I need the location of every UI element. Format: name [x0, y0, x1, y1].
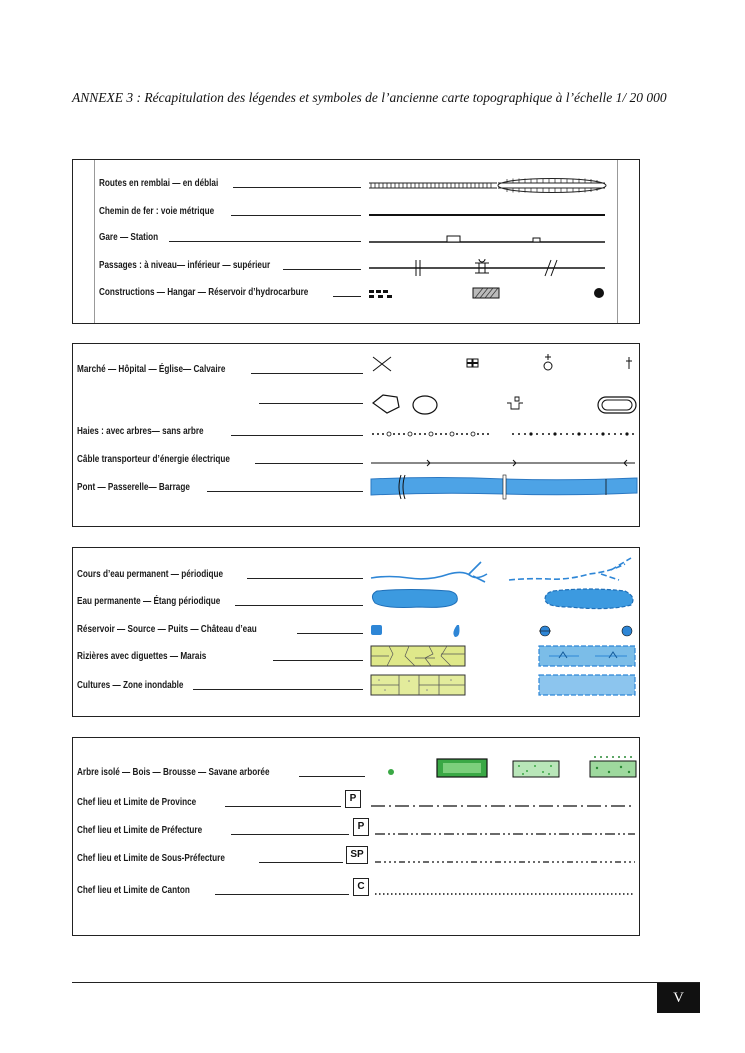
constructions-symbol: [367, 286, 607, 302]
railway-symbol: [367, 207, 607, 221]
canton-code-box: C: [353, 878, 369, 896]
legend-panel-buildings: [72, 343, 640, 527]
province-code-box: P: [345, 790, 361, 808]
hedges-symbol: [369, 429, 639, 439]
legend-label: Rizières avec diguettes — Marais: [77, 650, 207, 662]
legend-row-reservoir: [73, 621, 639, 641]
legend-row-watercourse: [73, 566, 639, 586]
legend-row-canton: [73, 882, 639, 902]
footer-divider: [72, 982, 700, 983]
legend-row-ricefields: [73, 648, 639, 668]
crossings-symbol: [367, 257, 607, 277]
ricefield-marsh-symbol: [369, 644, 641, 668]
crops-floodzone-symbol: [369, 673, 641, 697]
legend-row-prefecture: [73, 822, 639, 842]
legend-panel-admin: [72, 737, 640, 936]
legend-label: Pont — Passerelle— Barrage: [77, 481, 190, 493]
legend-panel-roads: [72, 159, 640, 324]
station-symbol: [367, 231, 607, 247]
legend-label: Chef lieu et Limite de Préfecture: [77, 824, 203, 836]
legend-label: Eau permanente — Étang périodique: [77, 595, 221, 607]
power-cable-symbol: [369, 457, 639, 469]
legend-row-railway: [73, 203, 639, 223]
legend-row-constructions: [73, 284, 639, 304]
prefecture-limit-symbol: [373, 829, 637, 839]
legend-row-province: [73, 794, 639, 814]
canton-limit-symbol: [373, 889, 637, 899]
prefecture-code-box: P: [353, 818, 369, 836]
legend-label: Réservoir — Source — Puits — Château d’eau: [77, 623, 257, 635]
legend-row-cable: [73, 451, 639, 471]
bridge-symbol: [369, 473, 641, 501]
subprefecture-limit-symbol: [373, 857, 637, 867]
legend-row-market: [73, 361, 639, 381]
legend-label: Gare — Station: [99, 231, 159, 243]
legend-row-standing-water: [73, 593, 639, 613]
market-hospital-church-symbol: [369, 353, 639, 415]
legend-label: Chef lieu et Limite de Canton: [77, 884, 190, 896]
legend-label: Cultures — Zone inondable: [77, 679, 184, 691]
legend-label: Routes en remblai — en déblai: [99, 177, 219, 189]
standing-water-symbol: [369, 585, 641, 613]
reservoir-source-well-symbol: [369, 621, 641, 641]
legend-label: Passages : à niveau— inférieur — supérieur: [99, 259, 271, 271]
road-embankment-symbol: [367, 177, 607, 195]
legend-panel-water: [72, 547, 640, 717]
legend-label: Cours d’eau permanent — périodique: [77, 568, 224, 580]
legend-row-crops: [73, 677, 639, 697]
watercourse-symbol: [369, 554, 641, 588]
subprefecture-code-box: SP: [346, 846, 368, 864]
legend-label: Chef lieu et Limite de Sous-Préfecture: [77, 852, 225, 864]
legend-label: Marché — Hôpital — Église— Calvaire: [77, 363, 226, 375]
legend-label: Constructions — Hangar — Réservoir d’hydrocarbure: [99, 286, 309, 298]
legend-row-crossings: [73, 257, 639, 277]
legend-row-roads: [73, 175, 639, 195]
legend-label: Chef lieu et Limite de Province: [77, 796, 197, 808]
annex-title: ANNEXE 3 : Récapitulation des légendes et symboles de l’ancienne carte topographique à l’échelle 1/ 20 000: [72, 90, 667, 105]
legend-label: Câble transporteur d’énergie électrique: [77, 453, 230, 465]
legend-label: Haies : avec arbres— sans arbre: [77, 425, 204, 437]
province-limit-symbol: [369, 801, 637, 811]
legend-row-vegetation: [73, 764, 639, 784]
legend-row-hedges: [73, 423, 639, 443]
vegetation-symbol: [373, 754, 641, 782]
legend-row-subprefecture: [73, 850, 639, 870]
page-number: V: [657, 983, 700, 1013]
legend-label: Chemin de fer : voie métrique: [99, 205, 215, 217]
legend-row-station: [73, 229, 639, 249]
legend-label: Arbre isolé — Bois — Brousse — Savane arborée: [77, 766, 270, 778]
legend-row-bridge: [73, 479, 639, 499]
